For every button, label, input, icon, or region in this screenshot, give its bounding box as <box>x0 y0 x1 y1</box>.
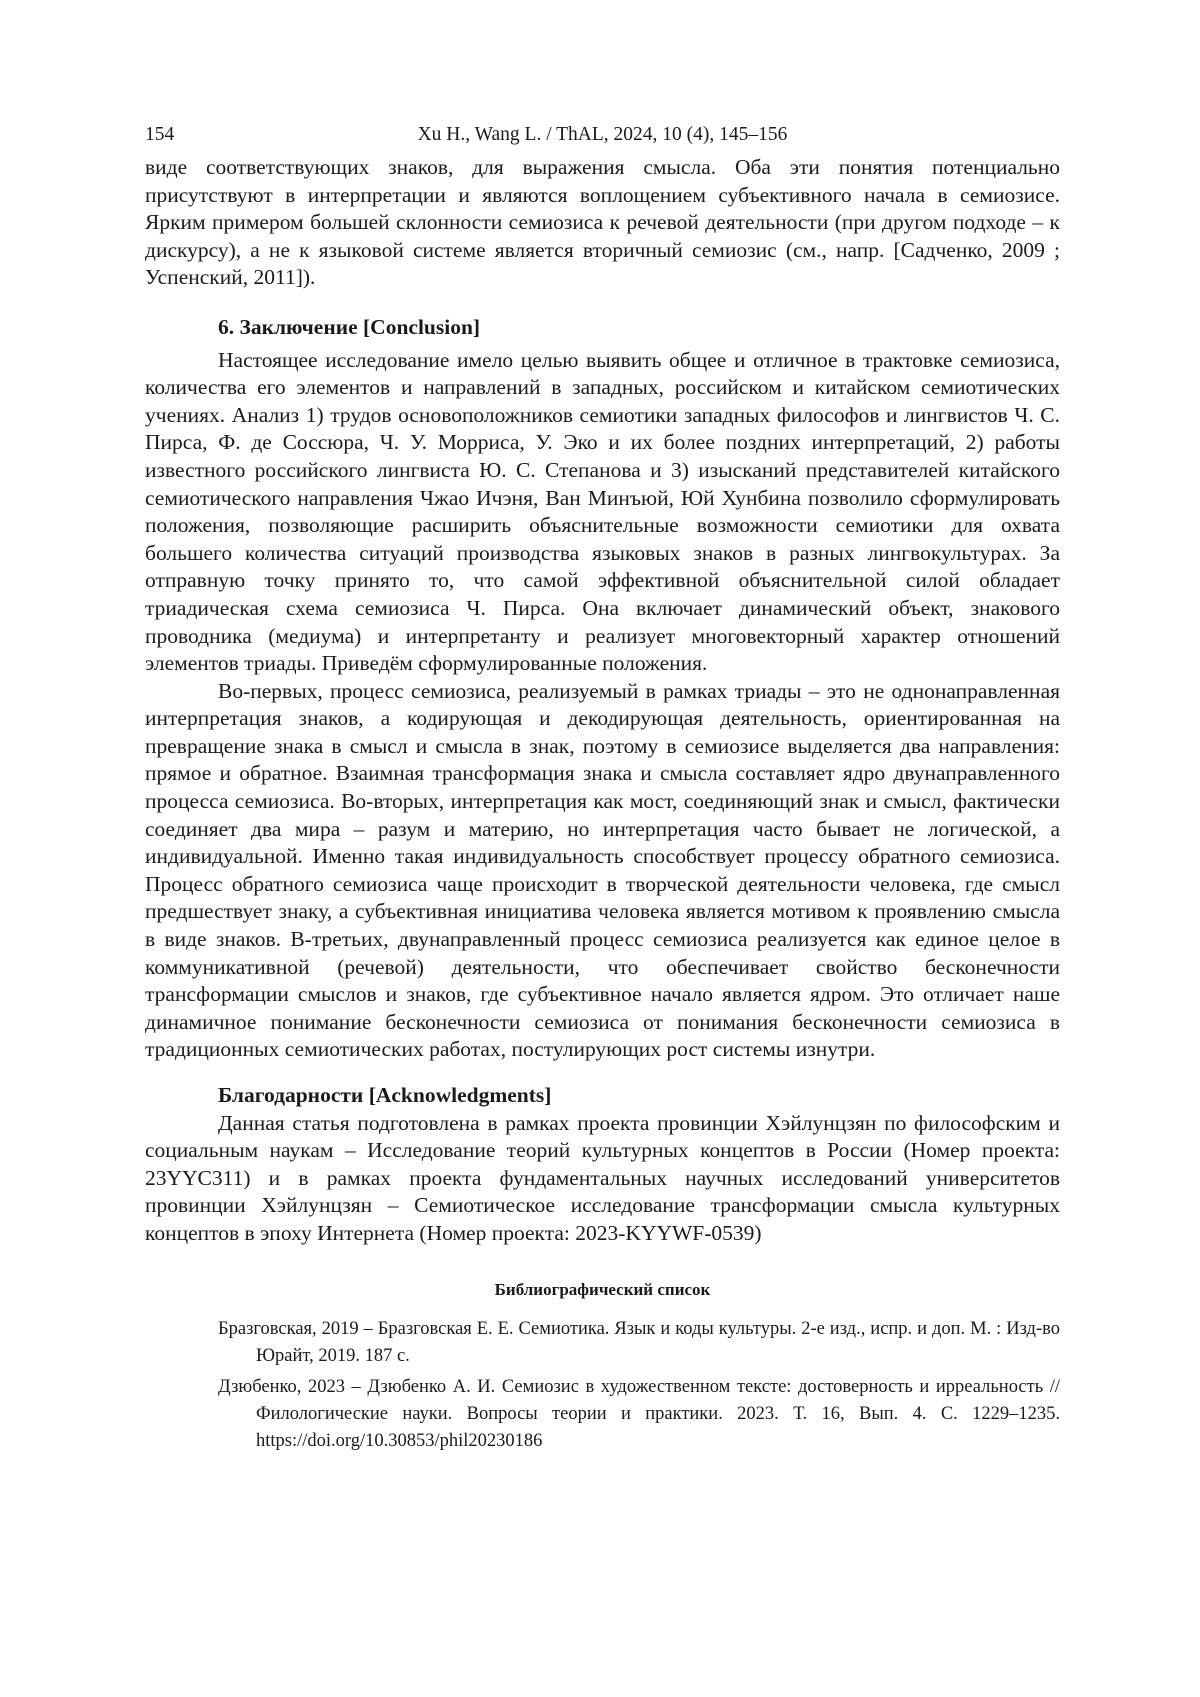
section-heading-acknowledgments: Благодарности [Acknowledgments] <box>218 1083 552 1107</box>
document-page <box>145 124 1060 1455</box>
intro-paragraph: виде соответствующих знаков, для выражения смысла. Оба эти понятия потенциально присутствуют в интерпретации и являются воплощением субъективного начала в семиозисе. Ярким примером большей склонности семиозиса к речевой деятельности (при другом подходе – к дискурсу), а не к языковой системе является вторичный семиозис (см., напр. [Садченко, 2009 ; Успенский, 2011]). <box>145 155 1060 290</box>
running-header <box>145 124 1060 154</box>
bibliography-entry: Бразговская, 2019 – Бразговская Е. Е. Семиотика. Язык и коды культуры. 2-е изд., испр. и доп. М. : Изд-во Юрайт, 2019. 187 с. <box>218 1318 1060 1366</box>
section-heading-conclusion: 6. Заключение [Conclusion] <box>218 314 481 339</box>
conclusion-paragraph-2: Во-первых, процесс семиозиса, реализуемый в рамках триады – это не однонаправленная интерпретация знаков, а кодирующая и декодирующая деятельность, ориентированная на превращение знака в смысл и смысла в знак, поэтому в семиозисе выделяется два направления: прямое и обратное. Взаимная трансформация знака и смысла составляет ядро двунаправленного процесса семиозиса. Во-вторых, интерпретация как мост, соединяющий знак и смысл, фактически соединяет два мира – разум и материю, но интерпретация часто бывает не логической, а индивидуальной. Именно такая индивидуальность способствует процессу обратного семиозиса. Процесс обратного семиозиса чаще происходит в творческой деятельности человека, где смысл предшествует знаку, а субъективная инициатива человека является мотивом к проявлению смысла в виде знаков. В-третьих, двунаправленный процесс семиозиса реализуется как единое целое в коммуникативной (речевой) деятельности, что обеспечивает свойство бесконечности трансформации смыслов и знаков, где субъективное начало является ядром. Это отличает наше динамичное понимание бесконечности семиозиса от понимания бесконечности семиозиса в традиционных семиотических работах, постулирующих рост системы изнутри. <box>145 678 1060 1062</box>
acknowledgments-paragraph: Данная статья подготовлена в рамках проекта провинции Хэйлунцзян по философским и социальным наукам – Исследование теорий культурных концептов в России (Номер проекта: 23YYC311) и в рамках проекта фундаментальных научных исследований университетов провинции Хэйлунцзян – Семиотическое исследование трансформации смысла культурных концептов в эпоху Интернета (Номер проекта: 2023-KYYWF-0539) <box>145 1110 1060 1245</box>
bibliography-entry: Дзюбенко, 2023 – Дзюбенко А. И. Семиозис в художественном тексте: достоверность и ирреальность // Филологические науки. Вопросы теории и практики. 2023. Т. 16, Вып. 4. С. 1229–1235. https://doi.org/10.30853/phil20230186 <box>218 1376 1060 1451</box>
conclusion-paragraph-1: Настоящее исследование имело целью выявить общее и отличное в трактовке семиозиса, количества его элементов и направлений в западных, российском и китайском семиотических учениях. Анализ 1) трудов основоположников семиотики западных философов и лингвистов Ч. С. Пирса, Ф. де Соссюра, Ч. У. Морриса, У. Эко и их более поздних интерпретаций, 2) работы известного российского лингвиста Ю. С. Степанова и 3) изысканий представителей китайского семиотического направления Чжао Ичэня, Ван Минъюй, Юй Хунбина позволило сформулировать положения, позволяющие расширить объяснительные возможности семиотики для охвата большего количества ситуаций производства языковых знаков в разных лингвокультурах. За отправную точку принято то, что самой эффективной объяснительной силой обладает триадическая схема семиозиса Ч. Пирса. Она включает динамический объект, знакового проводника (медиума) и интерпретанту и реализует многовекторный характер отношений элементов триады. Приведём сформулированные положения. <box>145 347 1060 676</box>
page-number: 154 <box>145 124 175 145</box>
running-title: Xu H., Wang L. / ThAL, 2024, 10 (4), 145–156 <box>417 124 788 145</box>
bibliography-title: Библиографический список <box>494 1279 711 1299</box>
